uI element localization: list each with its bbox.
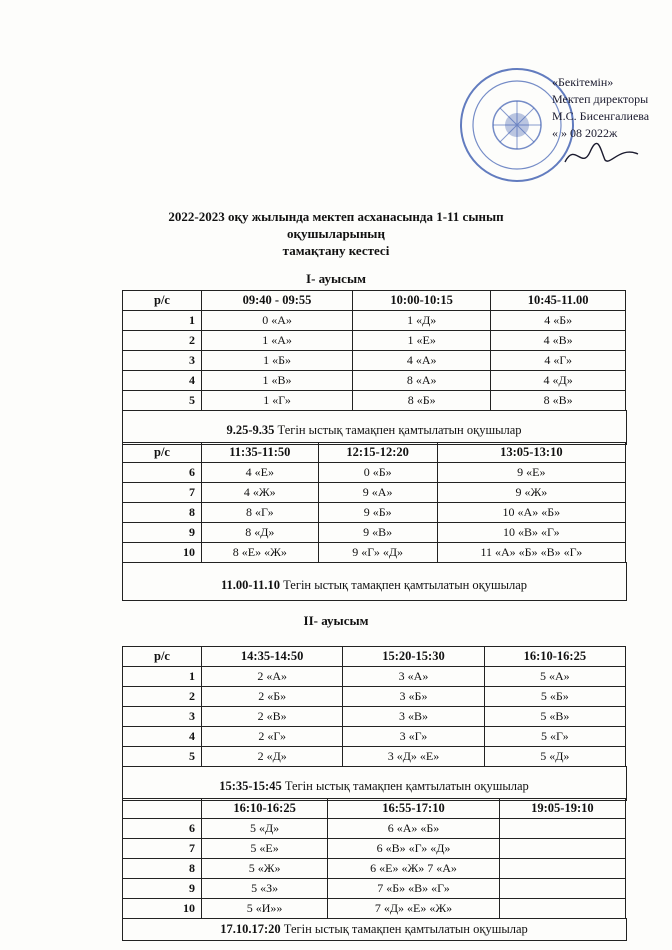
cell: 3 «А» xyxy=(343,667,484,687)
cell xyxy=(499,879,625,899)
cell: 4 «Д» xyxy=(491,371,626,391)
table-row xyxy=(123,727,626,747)
row-number: 4 xyxy=(123,371,202,391)
header-cell: 10:00-10:15 xyxy=(353,291,491,311)
row-number: 8 xyxy=(123,503,202,523)
shift-2-table-1 xyxy=(122,646,626,767)
title-line-1: 2022-2023 оқу жылында мектеп асханасында 1-11 сынып оқушыларының xyxy=(168,209,504,241)
cell: 4 «В» xyxy=(491,331,626,351)
header-cell: 16:55-17:10 xyxy=(328,799,500,819)
shift-2-note-2 xyxy=(122,922,626,937)
cell: 4 «Е» xyxy=(202,463,319,483)
note-time: 15:35-15:45 xyxy=(219,779,282,793)
table-row xyxy=(123,687,626,707)
cell: 9 «Г» «Д» xyxy=(318,543,437,563)
row-number: 3 xyxy=(123,707,202,727)
header-cell: р/с xyxy=(123,647,202,667)
cell: 2 «Д» xyxy=(202,747,343,767)
header-cell: р/с xyxy=(123,443,202,463)
cell: 1 «Г» xyxy=(202,391,353,411)
note-time: 9.25-9.35 xyxy=(226,423,275,437)
cell: 6 «В» «Г» «Д» xyxy=(328,839,500,859)
cell: 8 «Д» xyxy=(202,523,319,543)
cell: 0 «Б» xyxy=(318,463,437,483)
header-cell: 11:35-11:50 xyxy=(202,443,319,463)
cell: 3 «В» xyxy=(343,707,484,727)
note-text: Тегін ыстық тамақпен қамтылатын оқушылар xyxy=(274,423,522,437)
table-row xyxy=(123,351,626,371)
cell: 9 «Е» xyxy=(437,463,625,483)
approval-block xyxy=(552,74,649,142)
cell: 5 «И»» xyxy=(202,899,328,919)
header-cell: 19:05-19:10 xyxy=(499,799,625,819)
table-row xyxy=(123,391,626,411)
cell: 8 «В» xyxy=(491,391,626,411)
approval-director-name: М.С. Бисенгалиева xyxy=(552,109,650,123)
cell: 6 «А» «Б» xyxy=(328,819,500,839)
table-row xyxy=(123,707,626,727)
cell: 5 «Б» xyxy=(484,687,625,707)
cell: 11 «А» «Б» «В» «Г» xyxy=(437,543,625,563)
cell: 5 «А» xyxy=(484,667,625,687)
cell xyxy=(499,839,625,859)
shift-1-table-1 xyxy=(122,290,626,411)
cell xyxy=(499,859,625,879)
note-time: 11.00-11.10 xyxy=(220,578,280,592)
note-text: Тегін ыстық тамақпен қамтылатын оқушылар xyxy=(281,779,529,793)
header-cell: 13:05-13:10 xyxy=(437,443,625,463)
header-cell: 16:10-16:25 xyxy=(202,799,328,819)
table-row xyxy=(123,543,626,563)
header-cell: р/с xyxy=(123,291,202,311)
table-header-row xyxy=(123,443,626,463)
header-cell: 16:10-16:25 xyxy=(484,647,625,667)
cell: 8 «А» xyxy=(353,371,491,391)
table-row xyxy=(123,371,626,391)
shift-2-label: II- ауысым xyxy=(303,613,369,628)
cell: 1 «Д» xyxy=(353,311,491,331)
row-number: 7 xyxy=(123,483,202,503)
cell: 2 «В» xyxy=(202,707,343,727)
row-number: 1 xyxy=(123,667,202,687)
cell: 7 «Д» «Е» «Ж» xyxy=(328,899,500,919)
cell: 5 «З» xyxy=(202,879,328,899)
cell: 5 «Г» xyxy=(484,727,625,747)
shift-1-note-2 xyxy=(122,578,626,593)
header-cell: 14:35-14:50 xyxy=(202,647,343,667)
cell: 9 «В» xyxy=(318,523,437,543)
cell: 5 «Е» xyxy=(202,839,328,859)
table-row xyxy=(123,331,626,351)
cell: 5 «Ж» xyxy=(202,859,328,879)
row-number: 2 xyxy=(123,331,202,351)
cell: 9 «Ж» xyxy=(437,483,625,503)
table-header-row xyxy=(123,647,626,667)
cell: 2 «А» xyxy=(202,667,343,687)
cell: 2 «Г» xyxy=(202,727,343,747)
table-row xyxy=(123,747,626,767)
cell xyxy=(499,819,625,839)
row-number: 5 xyxy=(123,747,202,767)
row-number: 8 xyxy=(123,859,202,879)
note-time: 17.10.17:20 xyxy=(220,922,281,936)
shift-1-label: I- ауысым xyxy=(306,271,366,286)
cell: 4 «Б» xyxy=(491,311,626,331)
cell: 5 «В» xyxy=(484,707,625,727)
note-text: Тегін ыстық тамақпен қамтылатын оқушылар xyxy=(279,578,528,592)
cell: 1 «Б» xyxy=(202,351,353,371)
table-row xyxy=(123,819,626,839)
table-row xyxy=(123,879,626,899)
cell: 1 «В» xyxy=(202,371,353,391)
cell: 1 «Е» xyxy=(353,331,491,351)
table-row xyxy=(123,483,626,503)
table-row xyxy=(123,311,626,331)
approval-position: Мектеп директоры xyxy=(552,92,649,106)
cell: 9 «Б» xyxy=(318,503,437,523)
cell: 10 «А» «Б» xyxy=(437,503,625,523)
cell: 4 «Ж» xyxy=(202,483,319,503)
cell: 4 «А» xyxy=(353,351,491,371)
row-number: 5 xyxy=(123,391,202,411)
row-number: 4 xyxy=(123,727,202,747)
cell: 5 «Д» xyxy=(202,819,328,839)
shift-1-note-1 xyxy=(122,423,626,438)
table-row xyxy=(123,667,626,687)
row-number: 10 xyxy=(123,543,202,563)
cell: 7 «Б» «В» «Г» xyxy=(328,879,500,899)
cell: 9 «А» xyxy=(318,483,437,503)
row-number: 10 xyxy=(123,899,202,919)
cell: 8 «Г» xyxy=(202,503,319,523)
approval-date: « » 08 2022ж xyxy=(552,126,618,140)
cell xyxy=(499,899,625,919)
cell: 10 «В» «Г» xyxy=(437,523,625,543)
cell: 5 «Д» xyxy=(484,747,625,767)
shift-1-table-2 xyxy=(122,442,626,563)
table-row xyxy=(123,503,626,523)
cell: 8 «Е» «Ж» xyxy=(202,543,319,563)
row-number: 6 xyxy=(123,819,202,839)
row-number: 6 xyxy=(123,463,202,483)
shift-2-table-2 xyxy=(122,798,626,919)
table-row xyxy=(123,463,626,483)
table-row xyxy=(123,839,626,859)
cell: 6 «Е» «Ж» 7 «А» xyxy=(328,859,500,879)
cell: 8 «Б» xyxy=(353,391,491,411)
cell: 1 «А» xyxy=(202,331,353,351)
cell: 4 «Г» xyxy=(491,351,626,371)
row-number: 7 xyxy=(123,839,202,859)
row-number: 1 xyxy=(123,311,202,331)
shift-2-note-1 xyxy=(122,779,626,794)
table-header-row xyxy=(123,799,626,819)
header-cell: 12:15-12:20 xyxy=(318,443,437,463)
header-cell: 15:20-15:30 xyxy=(343,647,484,667)
row-number: 2 xyxy=(123,687,202,707)
table-row xyxy=(123,523,626,543)
header-cell: 10:45-11.00 xyxy=(491,291,626,311)
table-header-row xyxy=(123,291,626,311)
row-number: 3 xyxy=(123,351,202,371)
title-line-2: тамақтану кестесі xyxy=(282,243,390,258)
header-cell xyxy=(123,799,202,819)
row-number: 9 xyxy=(123,879,202,899)
cell: 2 «Б» xyxy=(202,687,343,707)
cell: 3 «Д» «Е» xyxy=(343,747,484,767)
approval-title: «Бекітемін» xyxy=(552,75,614,89)
cell: 3 «Б» xyxy=(343,687,484,707)
row-number: 9 xyxy=(123,523,202,543)
cell: 0 «А» xyxy=(202,311,353,331)
table-row xyxy=(123,859,626,879)
director-signature xyxy=(560,140,640,170)
table-row xyxy=(123,899,626,919)
note-text: Тегін ыстық тамақпен қамтылатын оқушылар xyxy=(280,922,528,936)
document-title xyxy=(120,208,552,259)
cell: 3 «Г» xyxy=(343,727,484,747)
header-cell: 09:40 - 09:55 xyxy=(202,291,353,311)
